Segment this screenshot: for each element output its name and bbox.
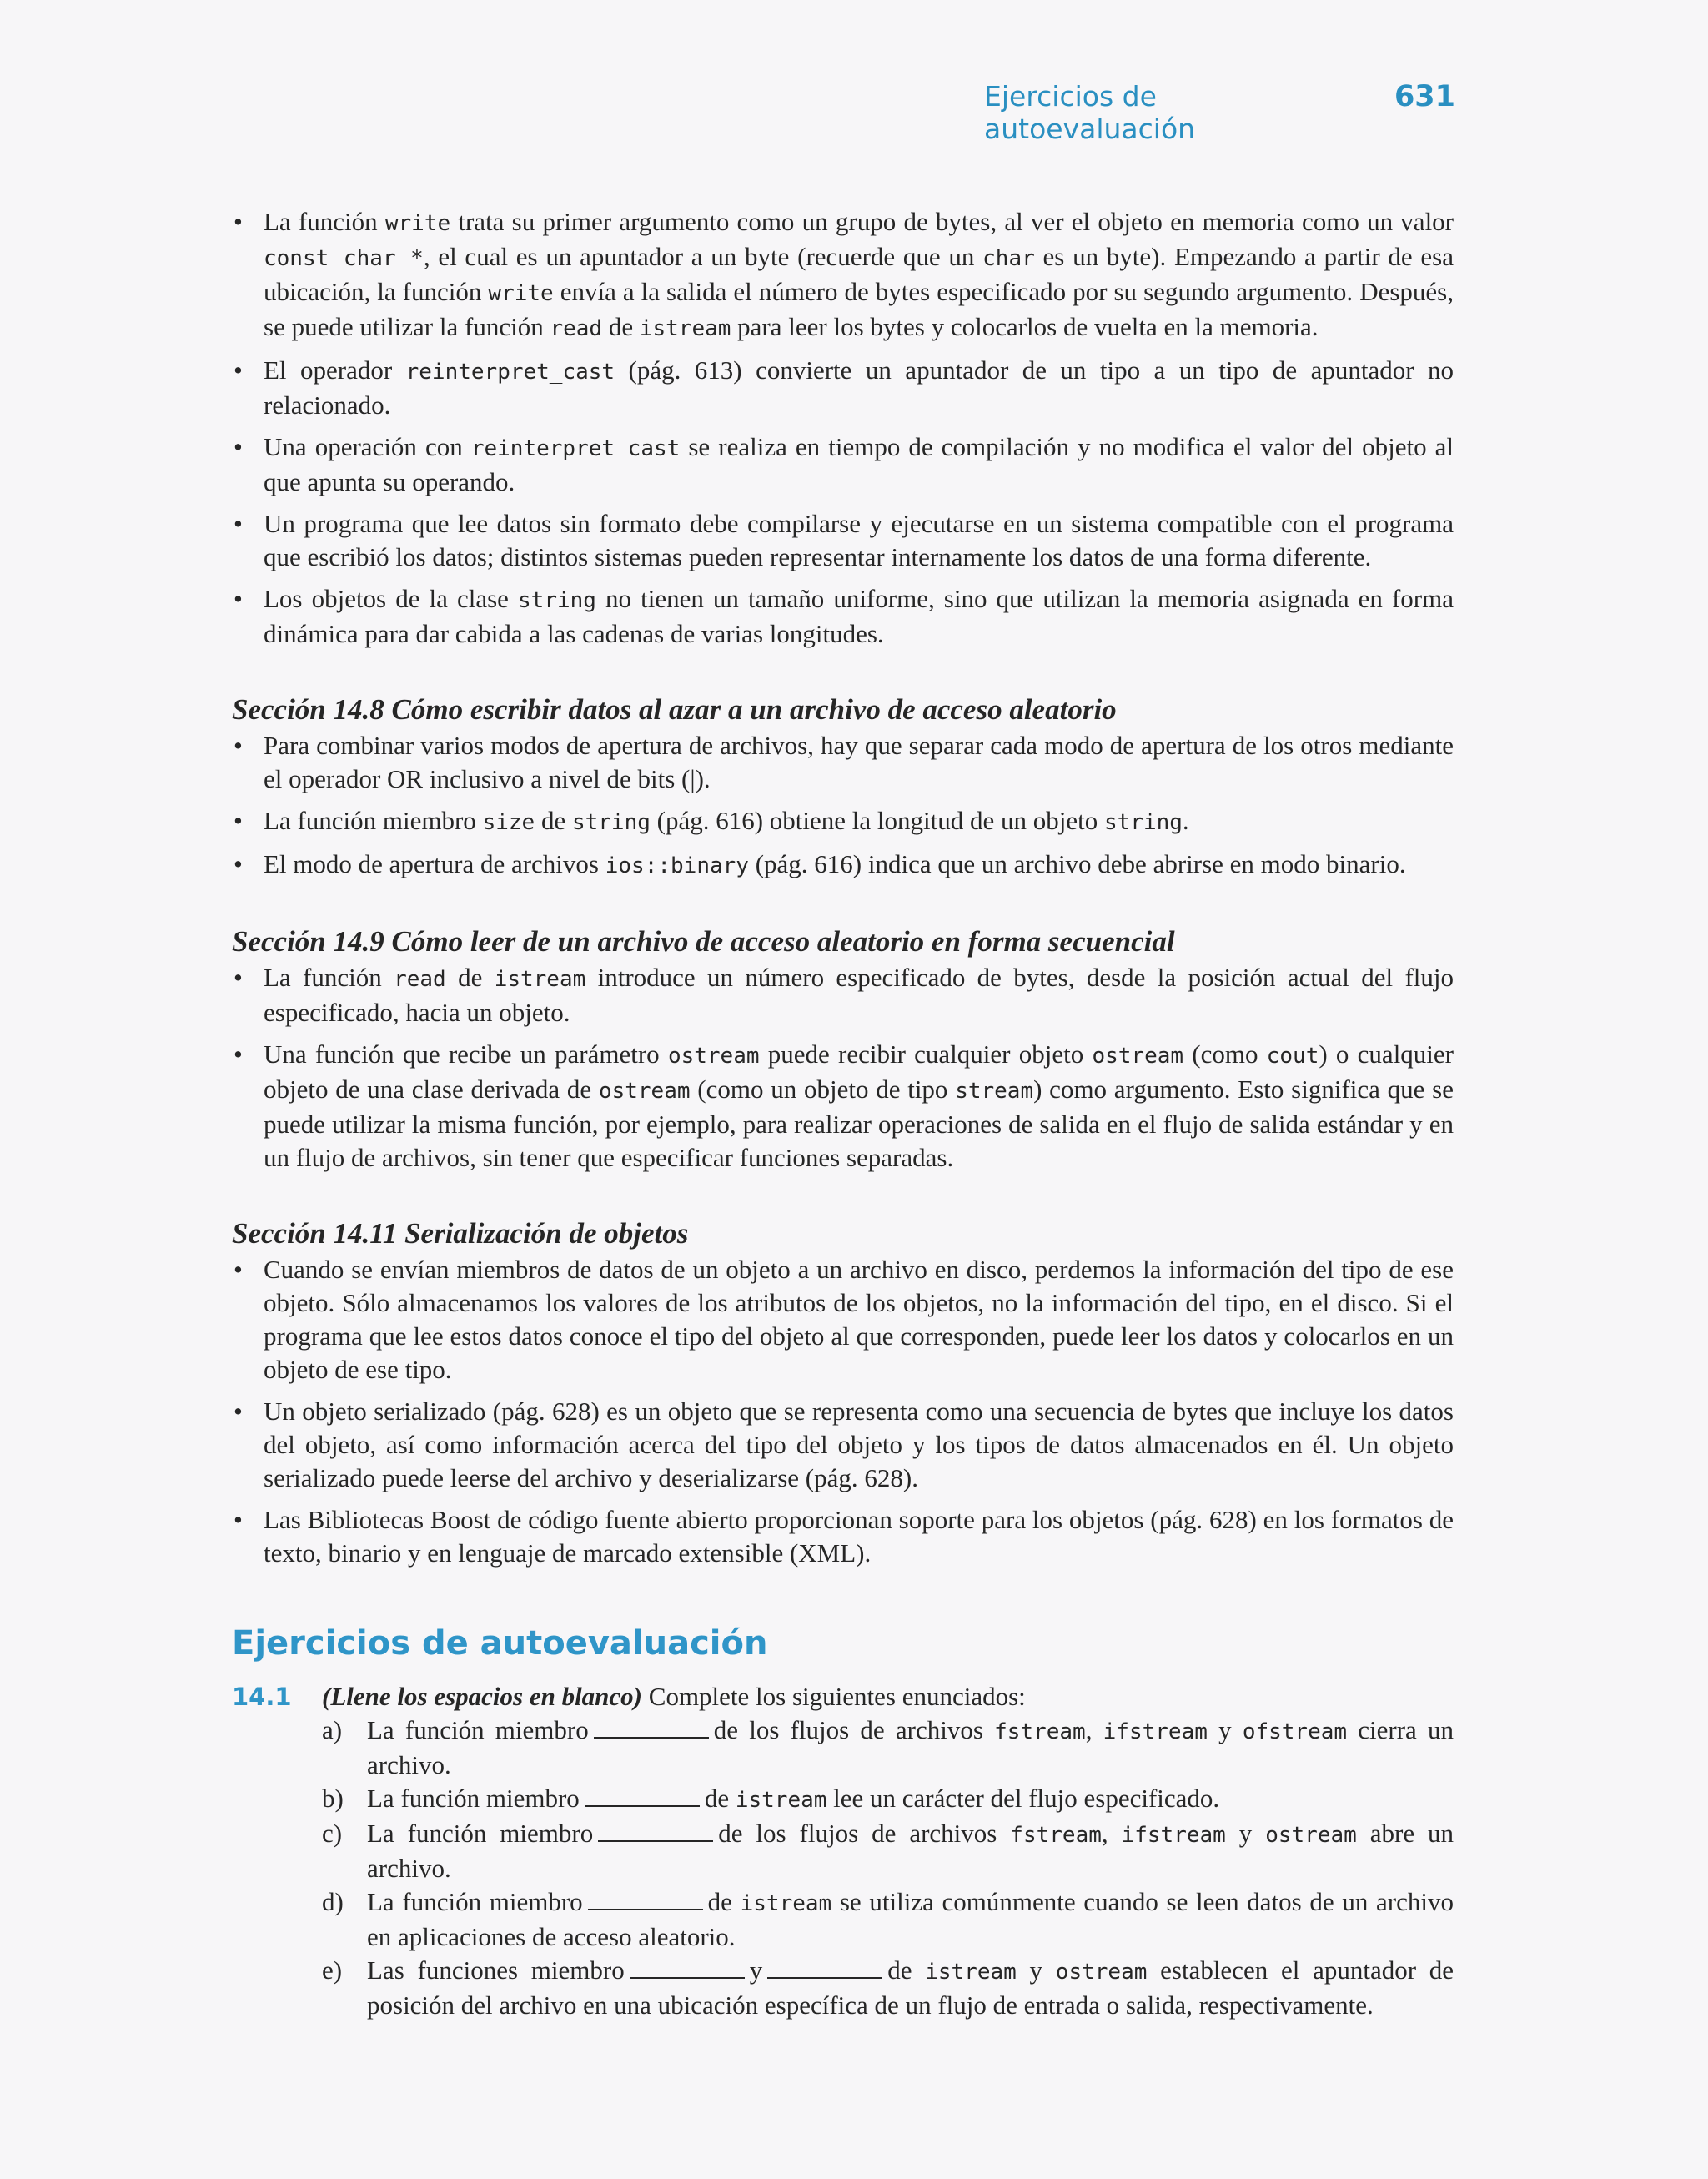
code: fstream [1010, 1823, 1102, 1848]
text: Para combinar varios modos de apertura de archivos, hay que separar cada modo de apertura de los otros mediante el operador OR inclusivo a nivel de bits (|). [264, 731, 1454, 793]
text: de los flujos de archivos [713, 1715, 995, 1744]
spacer [232, 891, 1454, 924]
text: Complete los siguientes enunciados: [642, 1682, 1026, 1711]
item-letter: d) [322, 1887, 344, 1916]
exercise-item-c [322, 1817, 1454, 1885]
bullet-ios-binary [232, 848, 1454, 883]
exercise-item-b [322, 1782, 1454, 1817]
text: La función miembro [367, 1715, 589, 1744]
text: y [749, 1955, 763, 1985]
spacer [232, 659, 1454, 692]
text: Las Bibliotecas Boost de código fuente abierto proporcionan soporte para los objetos (pág. 628) en los formatos de texto, binario y en lenguaje de marcado extensible (XML). [264, 1505, 1454, 1568]
running-header-title: Ejercicios de autoevaluación [984, 80, 1196, 145]
text: (pág. 613) convierte un apuntador de un tipo a un tipo de apuntador no relacionado. [264, 355, 1454, 420]
text: (pág. 616) obtiene la longitud de un objeto [650, 806, 1104, 835]
code: istream [494, 967, 586, 992]
text: puede recibir cualquier objeto [759, 1039, 1093, 1069]
text: es un byte). Empezando a partir de esa ubicación, la función [264, 242, 1454, 306]
bullet-ostream-param [232, 1038, 1454, 1175]
text: establecen el apuntador de posición del archivo en una ubicación específica de un flujo de entrada o salida, respectivamente. [367, 1955, 1454, 2020]
code: string [1103, 810, 1183, 835]
text: (como [1183, 1039, 1267, 1069]
text: de [535, 806, 572, 835]
code: istream [740, 1891, 832, 1916]
text: ) como argumento. Esto significa que se puede utilizar la misma función, por ejemplo, para realizar operaciones de salida en el flujo de salida estándar y en un flujo de archivos, sin tener que especificar funciones separadas. [264, 1074, 1454, 1172]
text: para leer los bytes y colocarlos de vuelta en la memoria. [731, 312, 1319, 341]
code: read [394, 967, 446, 992]
exercise-item-d [322, 1885, 1454, 1954]
code: ostream [1092, 1044, 1184, 1069]
text: de [445, 963, 495, 992]
code: reinterpret_cast [405, 360, 615, 385]
code: istream [925, 1960, 1017, 1985]
code: istream [639, 316, 731, 341]
bullet-size-member [232, 804, 1454, 839]
item-letter: b) [322, 1784, 344, 1813]
text: (pág. 616) indica que un archivo debe abrirse en modo binario. [748, 849, 1406, 878]
text: de [704, 1784, 736, 1813]
code: ostream [1055, 1960, 1148, 1985]
text: La función miembro [367, 1887, 583, 1916]
spacer [232, 1183, 1454, 1216]
bullet-icon: • [234, 806, 243, 835]
text: La función miembro [264, 806, 483, 835]
code: ifstream [1121, 1823, 1226, 1848]
page-header [984, 80, 1455, 145]
bullet-icon: • [234, 355, 243, 385]
bullet-read-function [232, 961, 1454, 1029]
text: y [1016, 1955, 1056, 1985]
text: La función miembro [367, 1784, 580, 1813]
code: fstream [994, 1719, 1086, 1744]
bullet-reinterpret-cast-compile [232, 430, 1454, 499]
exercise-item-e [322, 1954, 1454, 2022]
exercise-number: 14.1 [232, 1683, 292, 1711]
text: Las funciones miembro [367, 1955, 625, 1985]
text: de [887, 1955, 926, 1985]
page-number: 631 [1394, 80, 1455, 113]
code: ostream [1265, 1823, 1357, 1848]
text: . [1182, 806, 1189, 835]
bullet-icon: • [234, 963, 243, 992]
text: (como un objeto de tipo [690, 1074, 956, 1104]
text: introduce un número especificado de bytes, desde la posición actual del flujo especificado, hacia un objeto. [264, 963, 1454, 1027]
code: const char * [264, 246, 424, 271]
bullet-icon: • [234, 1396, 243, 1426]
bullet-icon: • [234, 1039, 243, 1069]
code: read [550, 316, 603, 341]
exercise-intro [322, 1680, 1454, 1714]
code: cout [1266, 1044, 1319, 1069]
text: Una operación con [264, 432, 471, 461]
text: cierra un archivo. [367, 1715, 1454, 1779]
text: envía a la salida el número de bytes especificado por su segundo argumento. Después, se puede utilizar la función [264, 277, 1454, 341]
text: Un objeto serializado (pág. 628) es un objeto que se representa como una secuencia de bytes que incluye los datos del objeto, así como información acerca del tipo del objeto y los tipos de datos almacenados en él. Un objeto serializado puede leerse del archivo y deserializarse (pág. 628). [264, 1396, 1454, 1492]
code: string [518, 588, 596, 613]
text: de [602, 312, 640, 341]
bullet-icon: • [234, 584, 243, 613]
section-heading-14-9: Sección 14.9 Cómo leer de un archivo de acceso aleatorio en forma secuencial [232, 925, 1175, 958]
section-heading-14-8: Sección 14.8 Cómo escribir datos al azar a un archivo de acceso aleatorio [232, 693, 1117, 726]
text: de [707, 1887, 741, 1916]
code: size [482, 810, 535, 835]
text: y [1207, 1715, 1243, 1744]
text: y [1225, 1819, 1266, 1848]
spacer [232, 1578, 1454, 1622]
fill-blank [630, 1957, 745, 1979]
exercise-item-a [322, 1714, 1454, 1782]
fill-blank [598, 1820, 713, 1842]
code: istream [735, 1788, 827, 1813]
code: write [384, 211, 451, 236]
bullet-icon: • [234, 1505, 243, 1534]
bullet-write-function [232, 205, 1454, 345]
bullet-or-modes [232, 729, 1454, 796]
bullet-boost-libraries [232, 1503, 1454, 1570]
page-body [232, 205, 1454, 2022]
code: string [571, 810, 651, 835]
item-letter: c) [322, 1819, 343, 1848]
bullet-serialized-object [232, 1395, 1454, 1495]
text: trata su primer argumento como un grupo de bytes, al ver el objeto en memoria como un valor [450, 207, 1454, 236]
bullet-unformatted-data [232, 507, 1454, 574]
text: La función miembro [367, 1819, 594, 1848]
text: ) o cualquier objeto de una clase derivada de [264, 1039, 1454, 1104]
exercise-label: (Llene los espacios en blanco) [322, 1682, 643, 1711]
text: , [1101, 1819, 1122, 1848]
item-letter: e) [322, 1955, 343, 1985]
text: Una función que recibe un parámetro [264, 1039, 668, 1069]
fill-blank [594, 1717, 709, 1739]
code: reinterpret_cast [470, 436, 681, 461]
code: stream [955, 1079, 1034, 1104]
text: se realiza en tiempo de compilación y no modifica el valor del objeto al que apunta su operando. [264, 432, 1454, 496]
fill-blank [585, 1785, 700, 1807]
text: , el cual es un apuntador a un byte (recuerde que un [423, 242, 983, 271]
text: Cuando se envían miembros de datos de un objeto a un archivo en disco, perdemos la información del tipo de ese objeto. Sólo almacenamos los valores de los atributos de los objetos, no la información del tipo, en el disco. Si el programa que lee estos datos conoce el tipo del objeto al que corresponden, puede leer los datos y colocarlos en un objeto de ese tipo. [264, 1255, 1454, 1384]
text: abre un archivo. [367, 1819, 1454, 1883]
bullet-icon: • [234, 509, 243, 538]
code: ostream [598, 1079, 691, 1104]
bullet-icon: • [234, 207, 243, 236]
text: de los flujos de archivos [718, 1819, 1011, 1848]
text: La función [264, 207, 385, 236]
text: La función [264, 963, 394, 992]
fill-blank [588, 1889, 703, 1910]
text: , [1085, 1715, 1103, 1744]
text: El modo de apertura de archivos [264, 849, 605, 878]
bullet-type-info-lost [232, 1253, 1454, 1386]
item-letter: a) [322, 1715, 343, 1744]
code: ofstream [1242, 1719, 1348, 1744]
text: El operador [264, 355, 406, 385]
bullet-icon: • [234, 731, 243, 760]
bullet-icon: • [234, 1255, 243, 1284]
fill-blank [767, 1957, 882, 1979]
code: char [982, 246, 1035, 271]
text: Un programa que lee datos sin formato debe compilarse y ejecutarse en un sistema compatible con el programa que escribió los datos; distintos sistemas pueden representar internamente los datos de una forma diferente. [264, 509, 1454, 571]
bullet-icon: • [234, 849, 243, 878]
code: ifstream [1103, 1719, 1208, 1744]
bullet-string-size [232, 582, 1454, 651]
text: lee un carácter del flujo especificado. [826, 1784, 1220, 1813]
exercises-heading: Ejercicios de autoevaluación [232, 1624, 768, 1663]
text: Los objetos de la clase [264, 584, 519, 613]
section-heading-14-11: Sección 14.11 Serialización de objetos [232, 1217, 689, 1250]
text: se utiliza comúnmente cuando se leen datos de un archivo en aplicaciones de acceso aleatorio. [367, 1887, 1454, 1951]
exercise-14-1 [232, 1680, 1454, 2022]
bullet-icon: • [234, 432, 243, 461]
code: ostream [667, 1044, 760, 1069]
code: ios::binary [605, 853, 749, 878]
code: write [488, 281, 554, 306]
bullet-reinterpret-cast [232, 354, 1454, 422]
text: no tienen un tamaño uniforme, sino que utilizan la memoria asignada en forma dinámica para dar cabida a las cadenas de varias longitudes. [264, 584, 1454, 648]
